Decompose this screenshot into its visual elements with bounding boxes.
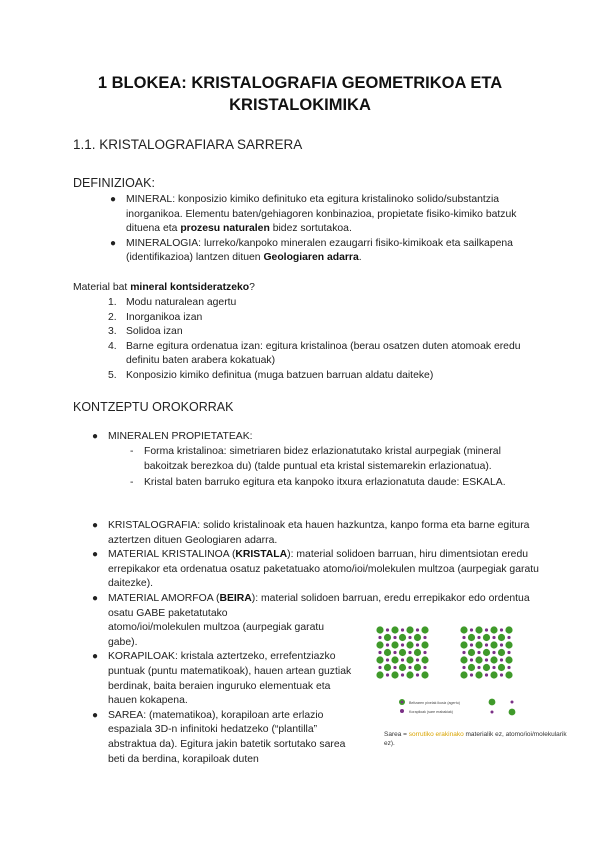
section-heading-1-1: 1.1. KRISTALOGRAFIARA SARRERA: [73, 137, 303, 152]
list-item: 2. Inorganikoa izan: [108, 311, 203, 323]
list-item: 5. Konposizio kimiko definitua (muga batzuen barruan aldatu daiteke): [108, 369, 434, 381]
crystal-lattice-left: [376, 626, 428, 678]
purple-atom: [386, 643, 389, 646]
legend-green-atom-icon: [489, 699, 496, 706]
purple-atom: [393, 666, 396, 669]
purple-atom: [416, 658, 419, 661]
purple-atom: [378, 666, 381, 669]
purple-atom: [423, 651, 426, 654]
list-item: 3. Solidoa izan: [108, 326, 183, 338]
purple-atom: [401, 643, 404, 646]
green-atom: [475, 641, 482, 648]
purple-atom: [386, 658, 389, 661]
bullet-icon: ●: [92, 592, 99, 604]
purple-atom: [477, 666, 480, 669]
purple-atom: [386, 673, 389, 676]
green-atom: [498, 634, 505, 641]
green-atom: [391, 626, 398, 633]
green-atom: [460, 641, 467, 648]
purple-atom: [485, 658, 488, 661]
purple-atom: [507, 666, 510, 669]
green-atom: [384, 634, 391, 641]
figure-legend: [399, 699, 515, 716]
green-atom: [384, 649, 391, 656]
bullet-icon: ●: [92, 549, 99, 561]
green-atom: [421, 626, 428, 633]
purple-atom: [401, 673, 404, 676]
green-atom: [483, 634, 490, 641]
green-atom: [399, 649, 406, 656]
green-atom: [406, 656, 413, 663]
bullet-icon: ●: [92, 709, 99, 721]
purple-atom: [416, 628, 419, 631]
purple-atom: [485, 673, 488, 676]
green-atom: [460, 656, 467, 663]
mineral-question: Material bat mineral kontsideratzeko?: [73, 282, 255, 293]
green-atom: [399, 634, 406, 641]
green-atom: [498, 649, 505, 656]
green-atom: [421, 671, 428, 678]
conditions-list: [108, 296, 546, 384]
green-atom: [505, 671, 512, 678]
purple-atom: [507, 651, 510, 654]
green-atom: [391, 656, 398, 663]
purple-atom: [378, 651, 381, 654]
propietateak-sublist: [130, 445, 524, 491]
bullet-icon: ●: [110, 237, 117, 249]
propietateak-item: ● MINERALEN PROPIETATEAK:: [108, 430, 548, 445]
green-atom: [391, 671, 398, 678]
green-atom: [414, 664, 421, 671]
purple-atom: [423, 636, 426, 639]
purple-atom: [393, 651, 396, 654]
definitions-list: [110, 193, 546, 266]
green-atom: [505, 656, 512, 663]
green-atom: [468, 649, 475, 656]
green-atom: [399, 664, 406, 671]
green-atom: [421, 641, 428, 648]
legend-label-2: Korapiloak (sare erabakiak): [409, 710, 453, 714]
bullet-icon: ●: [92, 651, 99, 663]
green-atom: [490, 671, 497, 678]
green-atom: [406, 641, 413, 648]
green-atom: [391, 641, 398, 648]
concept-kristalografia: ● KRISTALOGRAFIA: solido kristalinoak eta hauen hazkuntza, kanpo forma eta barne egitura aztertzen dituen Geologiaren adarra.: [92, 520, 530, 546]
definizioak-heading: DEFINIZIOAK:: [73, 176, 155, 190]
definition-mineralogia: ● MINERALOGIA: lurreko/kanpoko mineralen ezaugarri fisiko-kimikoak eta sailkapena (identifikazioa) lantzen dituen Geologiaren adarra.: [110, 237, 513, 264]
purple-atom: [462, 651, 465, 654]
green-atom: [490, 656, 497, 663]
page-title: 1 BLOKEA: KRISTALOGRAFIA GEOMETRIKOA ETA KRISTALOKIMIKA: [97, 74, 503, 114]
purple-atom: [485, 628, 488, 631]
green-atom: [421, 656, 428, 663]
purple-atom: [500, 628, 503, 631]
legend-node-icon: [400, 709, 404, 713]
green-atom: [406, 626, 413, 633]
purple-atom: [416, 673, 419, 676]
green-atom: [505, 626, 512, 633]
purple-atom: [408, 666, 411, 669]
green-atom: [376, 641, 383, 648]
purple-atom: [492, 651, 495, 654]
kontzeptu-heading: KONTZEPTU OROKORRAK: [73, 400, 234, 414]
concept-korapiloak: ● KORAPILOAK: kristala aztertzeko, errefentziazko puntuak (puntu matematikoak), hauen artean guztiak berdinak, baita beraien inguruko elementuak eta hauen kokapena.: [92, 651, 352, 707]
purple-atom: [492, 666, 495, 669]
purple-atom: [492, 636, 495, 639]
green-atom: [505, 641, 512, 648]
purple-atom: [423, 666, 426, 669]
purple-atom: [477, 636, 480, 639]
list-item: 1. Modu naturalean agertu: [108, 297, 237, 308]
list-item: - Forma kristalinoa: simetriaren bidez erlazionatutako kristal aurpegiak (mineral bakoitzak berezkoa du) (talde puntual eta kristal sistemarekin erlazionatua).: [130, 446, 501, 472]
green-atom: [475, 656, 482, 663]
purple-atom: [500, 658, 503, 661]
list-item: - Kristal baten barruko egitura eta kanpoko itxura erlazionatuta daude: ESKALA.: [130, 477, 506, 489]
legend-label-1: Beltzaren pixelak ikusiz (agertu): [409, 701, 460, 705]
purple-atom: [378, 636, 381, 639]
green-atom: [376, 626, 383, 633]
purple-atom: [470, 658, 473, 661]
green-atom: [414, 634, 421, 641]
purple-atom: [507, 636, 510, 639]
definition-mineral: ● MINERAL: konposizio kimiko definituko eta egitura kristalinoko solido/substantzia inorganikoa. Elementu baten/gehiagoren konbinazioa, propietate fisiko-kimiko batzuk dituena eta prozesu naturalen bidez sortutakoa.: [110, 194, 517, 235]
green-atom: [414, 649, 421, 656]
green-atom: [483, 664, 490, 671]
purple-atom: [462, 636, 465, 639]
purple-atom: [408, 636, 411, 639]
purple-atom: [470, 673, 473, 676]
green-atom: [376, 656, 383, 663]
green-atom: [460, 671, 467, 678]
green-atom: [406, 671, 413, 678]
purple-atom: [470, 628, 473, 631]
purple-atom: [401, 628, 404, 631]
purple-atom: [416, 643, 419, 646]
purple-atom: [462, 666, 465, 669]
green-atom: [483, 649, 490, 656]
purple-atom: [393, 636, 396, 639]
green-atom: [475, 671, 482, 678]
concept-sarea: ● SAREA: (matematikoa), korapiloan arte erlazio espaziala 3D-n infinitoki hedatzeko (“plantilla” abstraktua da). Egitura jakin batetik sortutako sarea beti da berdina, korapiloak duten: [92, 709, 346, 765]
green-atom: [490, 641, 497, 648]
list-item: 4. Barne egitura ordenatua izan: egitura kristalinoa (berau osatzen duten atomoak eredu definitu baten arabera kokatuak): [108, 340, 521, 367]
purple-atom: [386, 628, 389, 631]
bullet-icon: ●: [110, 194, 117, 205]
green-atom: [468, 634, 475, 641]
figure-caption: Sarea = sorrutiko erakinako materialik ez, atomo/ioi/molekularik ez).: [384, 731, 567, 747]
purple-atom: [500, 643, 503, 646]
green-atom: [490, 626, 497, 633]
green-atom: [498, 664, 505, 671]
green-atom: [384, 664, 391, 671]
purple-atom: [470, 643, 473, 646]
purple-atom: [485, 643, 488, 646]
purple-atom: [401, 658, 404, 661]
concept-amorfoa: ● MATERIAL AMORFOA (BEIRA): material solidoen barruan, eredu errepikakor edo ordentua osatu GABE paketatutako atomo/ioi/molekulen multzoa (aurpegiak garatu gabe).: [92, 592, 530, 648]
green-atom: [468, 664, 475, 671]
purple-atom: [500, 673, 503, 676]
purple-atom: [408, 651, 411, 654]
bullet-icon: ●: [92, 520, 99, 531]
green-atom: [460, 626, 467, 633]
legend-purple-atom-icon: [511, 701, 514, 704]
purple-atom: [477, 651, 480, 654]
green-atom: [475, 626, 482, 633]
green-atom: [376, 671, 383, 678]
crystal-lattice-right: [460, 626, 512, 678]
bullet-icon: ●: [92, 431, 99, 442]
concept-kristalinoa: ● MATERIAL KRISTALINOA (KRISTALA): material solidoen barruan, hiru dimentsiotan eredu errepikakor eta ordenatua osatuz paketatuako atomo/ioi/molekulen multzoa (aurpegiak garatu daitezke).: [92, 549, 539, 590]
